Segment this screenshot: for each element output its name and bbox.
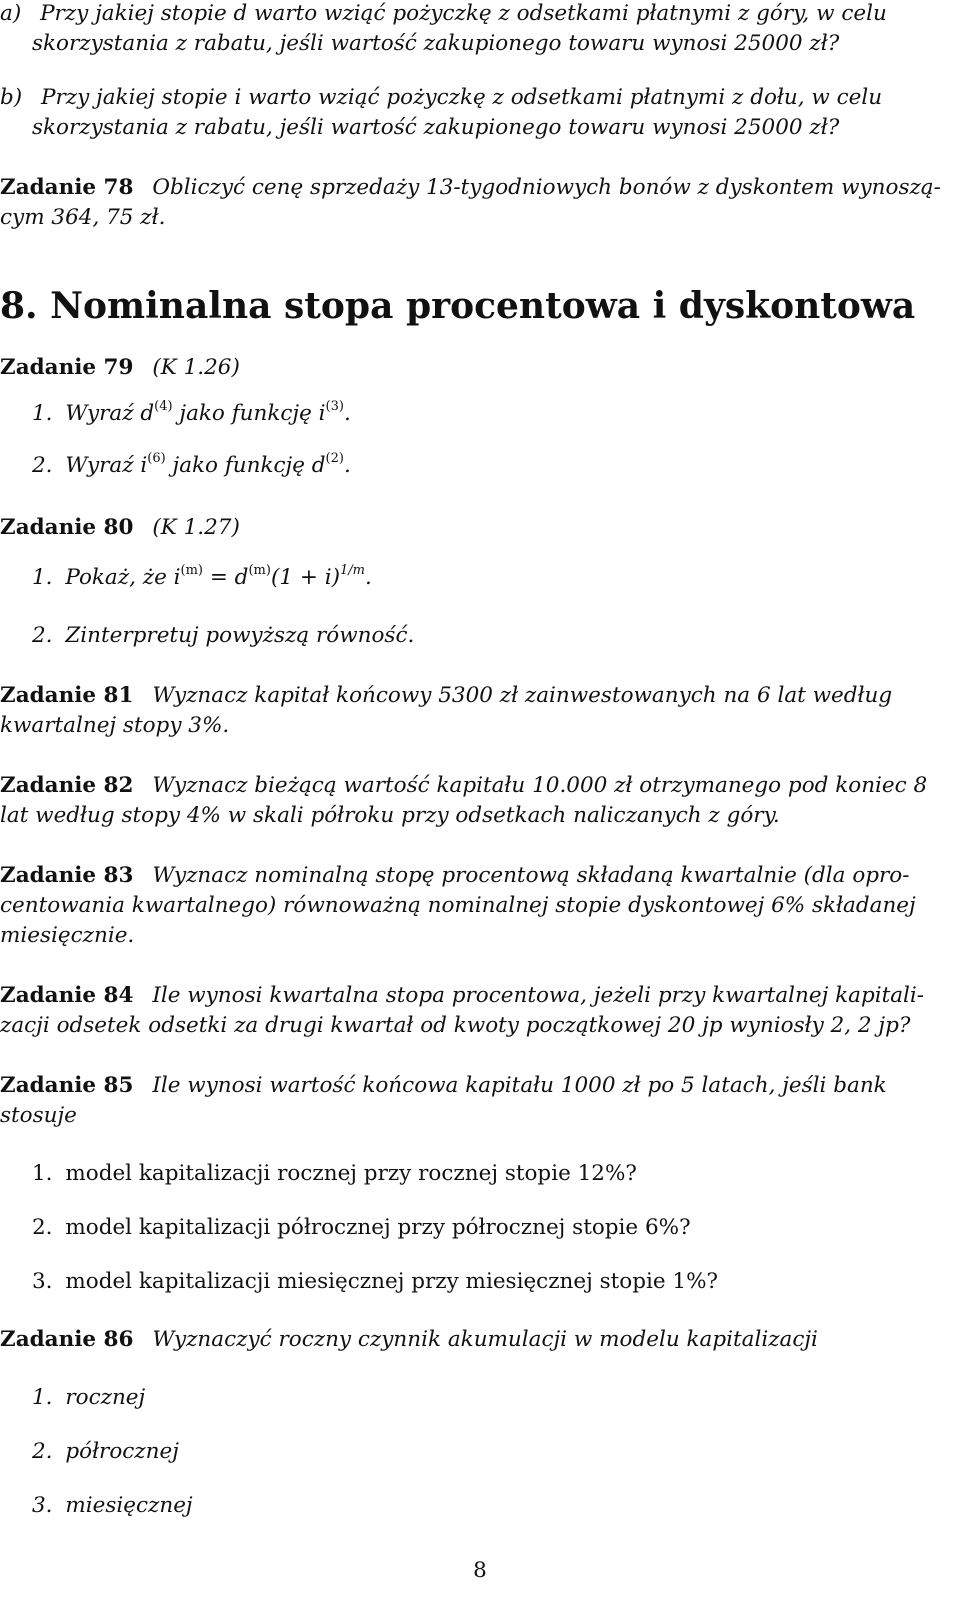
task-80-item-2-text: Zinterpretuj powyższą równość. — [65, 623, 415, 648]
task-78-text-2: cym 364, 75 zł. — [0, 205, 166, 230]
task-84-line-2 — [0, 1012, 960, 1040]
task-80-item-1-pre: Pokaż, że i — [65, 565, 181, 590]
problem-a-text-1: Przy jakiej stopie d warto wziąć pożyczkę z odsetkami płatnymi z góry, w celu — [40, 1, 887, 26]
task-80-ref: (K 1.27) — [152, 515, 240, 540]
task-83-text-2: centowania kwartalnego) równoważną nominalnej stopie dyskontowej 6% składanej — [0, 893, 916, 918]
task-82-label: Zadanie 82 — [0, 773, 134, 798]
task-85-item-2 — [32, 1214, 960, 1242]
page-number: 8 — [473, 1558, 487, 1583]
task-80-item-1 — [32, 564, 960, 592]
task-80-label: Zadanie 80 — [0, 515, 134, 540]
problem-b-line-1 — [0, 84, 960, 112]
task-82-line-1 — [0, 772, 960, 800]
task-85-item-2-text: model kapitalizacji półrocznej przy półrocznej stopie 6%? — [65, 1215, 691, 1240]
task-79-item-2-mid: jako funkcję d — [165, 453, 326, 478]
task-80-item-2-num: 2. — [32, 623, 53, 648]
task-85-line-1 — [0, 1072, 960, 1100]
task-82-text-2: lat według stopy 4% w skali półroku przy odsetkach naliczanych z góry. — [0, 803, 780, 828]
task-86-item-1 — [32, 1384, 960, 1412]
task-86-item-2 — [32, 1438, 960, 1466]
problem-a-line-2 — [32, 30, 960, 58]
task-78-text-1: Obliczyć cenę sprzedaży 13-tygodniowych bonów z dyskontem wynoszą- — [152, 175, 941, 200]
task-79-header — [0, 354, 960, 382]
task-85-line-2 — [0, 1102, 960, 1130]
task-82-text-1: Wyznacz bieżącą wartość kapitału 10.000 zł otrzymanego pod koniec 8 — [152, 773, 928, 798]
task-78-label: Zadanie 78 — [0, 175, 134, 200]
task-85-item-2-num: 2. — [32, 1215, 53, 1240]
task-86-label: Zadanie 86 — [0, 1327, 134, 1352]
task-79-item-2-pre: Wyraź i — [65, 453, 148, 478]
problem-a-line-1 — [0, 0, 960, 28]
task-78-line-1 — [0, 174, 960, 202]
task-84-text-2: zacji odsetek odsetki za drugi kwartał od kwoty początkowej 20 jp wyniosły 2, 2 jp? — [0, 1013, 911, 1038]
task-79-item-1-sup-2: (3) — [325, 398, 344, 414]
task-84-text-1: Ile wynosi kwartalna stopa procentowa, jeżeli przy kwartalnej kapitali- — [152, 983, 925, 1008]
task-83-line-3 — [0, 922, 960, 950]
task-85-text-1: Ile wynosi wartość końcowa kapitału 1000 zł po 5 latach, jeśli bank — [152, 1073, 887, 1098]
task-86-item-3 — [32, 1492, 960, 1520]
task-79-item-2-num: 2. — [32, 453, 53, 478]
problem-b-line-2 — [32, 114, 960, 142]
task-83-line-1 — [0, 862, 960, 890]
problem-a-marker: a) — [0, 1, 22, 26]
problem-b-marker: b) — [0, 85, 23, 110]
task-79-item-2-post: . — [343, 453, 351, 478]
task-81-label: Zadanie 81 — [0, 683, 134, 708]
task-83-text-3: miesięcznie. — [0, 923, 135, 948]
task-86-item-1-num: 1. — [32, 1385, 53, 1410]
task-80-item-1-sup-1: (m) — [180, 562, 203, 578]
task-80-item-1-paren: (1 + i) — [270, 565, 340, 590]
task-79-item-1-num: 1. — [32, 401, 53, 426]
task-86-item-2-num: 2. — [32, 1439, 53, 1464]
task-80-item-1-post: . — [364, 565, 372, 590]
task-85-item-1-text: model kapitalizacji rocznej przy rocznej stopie 12%? — [65, 1161, 637, 1186]
task-85-item-3-text: model kapitalizacji miesięcznej przy miesięcznej stopie 1%? — [65, 1269, 719, 1294]
task-86-text-1: Wyznaczyć roczny czynnik akumulacji w modelu kapitalizacji — [152, 1327, 818, 1352]
task-79-item-1-mid: jako funkcję i — [172, 401, 326, 426]
task-85-item-1-num: 1. — [32, 1161, 53, 1186]
task-86-item-3-text: miesięcznej — [65, 1493, 193, 1518]
task-86-item-3-num: 3. — [32, 1493, 53, 1518]
task-83-label: Zadanie 83 — [0, 863, 134, 888]
task-81-text-2: kwartalnej stopy 3%. — [0, 713, 230, 738]
task-80-item-1-eq: = d — [203, 565, 249, 590]
task-79-item-1-sup-1: (4) — [154, 398, 173, 414]
task-79-item-1-post: . — [343, 401, 351, 426]
task-85-item-3 — [32, 1268, 960, 1296]
task-79-ref: (K 1.26) — [152, 355, 240, 380]
task-86-line-1 — [0, 1326, 960, 1354]
task-81-line-2 — [0, 712, 960, 740]
task-85-text-2: stosuje — [0, 1103, 77, 1128]
task-80-item-1-sup-2: (m) — [248, 562, 271, 578]
task-80-item-1-sup-3: 1/m — [339, 562, 365, 578]
problem-b-text-2: skorzystania z rabatu, jeśli wartość zakupionego towaru wynosi 25000 zł? — [32, 115, 840, 140]
section-heading: 8. Nominalna stopa procentowa i dyskontowa — [0, 285, 916, 327]
task-85-item-1 — [32, 1160, 960, 1188]
problem-a-text-2: skorzystania z rabatu, jeśli wartość zakupionego towaru wynosi 25000 zł? — [32, 31, 840, 56]
task-82-line-2 — [0, 802, 960, 830]
task-81-text-1: Wyznacz kapitał końcowy 5300 zł zainwestowanych na 6 lat według — [152, 683, 893, 708]
task-83-text-1: Wyznacz nominalną stopę procentową składaną kwartalnie (dla opro- — [152, 863, 910, 888]
task-79-label: Zadanie 79 — [0, 355, 134, 380]
task-83-line-2 — [0, 892, 960, 920]
task-79-item-2 — [32, 452, 960, 480]
task-80-header — [0, 514, 960, 542]
task-84-line-1 — [0, 982, 960, 1010]
task-86-item-2-text: półrocznej — [65, 1439, 179, 1464]
task-79-item-1 — [32, 400, 960, 428]
task-80-item-1-num: 1. — [32, 565, 53, 590]
task-85-item-3-num: 3. — [32, 1269, 53, 1294]
task-79-item-2-sup-1: (6) — [147, 450, 166, 466]
problem-b-text-1: Przy jakiej stopie i warto wziąć pożyczkę z odsetkami płatnymi z dołu, w celu — [41, 85, 883, 110]
task-80-item-2 — [32, 622, 960, 650]
task-79-item-2-sup-2: (2) — [325, 450, 344, 466]
task-78-line-2 — [0, 204, 960, 232]
task-86-item-1-text: rocznej — [65, 1385, 146, 1410]
task-85-label: Zadanie 85 — [0, 1073, 134, 1098]
task-79-item-1-pre: Wyraź d — [65, 401, 155, 426]
task-84-label: Zadanie 84 — [0, 983, 134, 1008]
task-81-line-1 — [0, 682, 960, 710]
